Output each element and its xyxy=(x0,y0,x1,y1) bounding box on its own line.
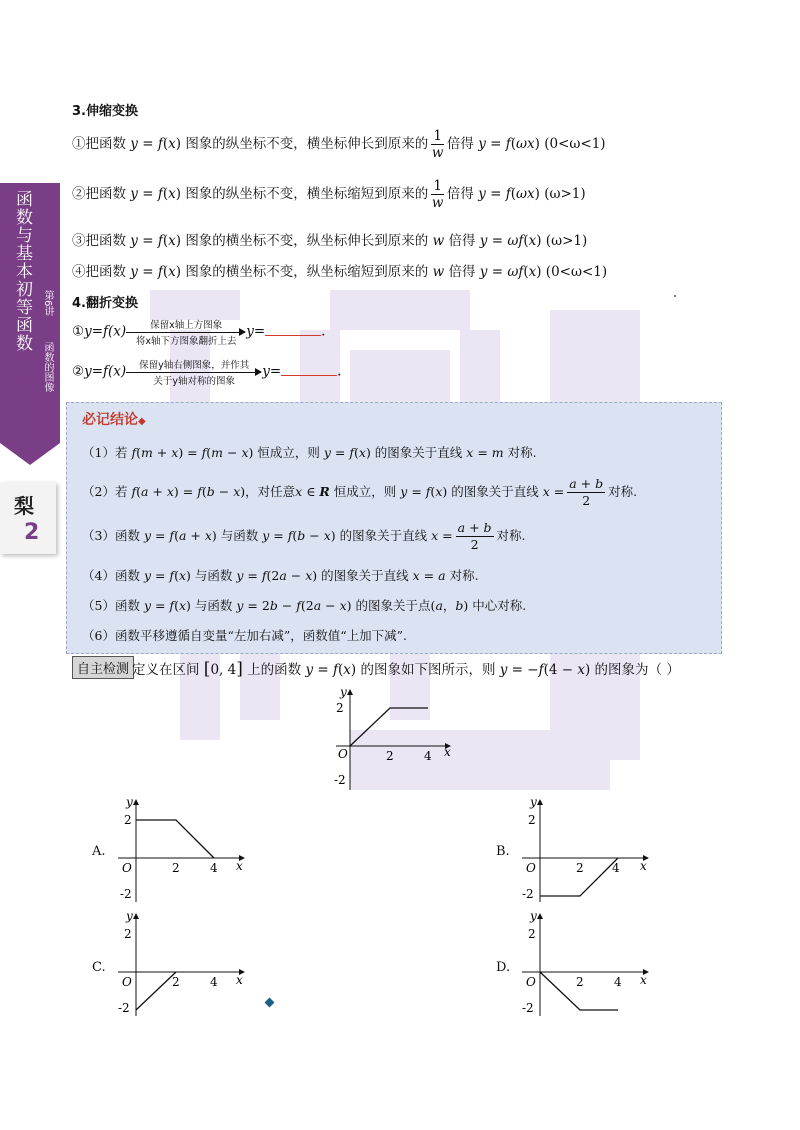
scale-item-2: ②把函数 y = f(x) 图象的纵坐标不变，横坐标缩短到原来的 $\frac{1}{w}$ 倍得 y = f(ωx) (ω>1) xyxy=(72,178,586,211)
stray-dot xyxy=(674,295,676,297)
svg-text:x: x xyxy=(236,973,243,987)
given-graph xyxy=(326,684,456,794)
svg-text:2: 2 xyxy=(124,813,132,827)
svg-text:-2: -2 xyxy=(120,887,132,901)
section3-heading: 3.伸缩变换 xyxy=(72,104,138,119)
svg-text:-2: -2 xyxy=(522,1001,534,1015)
option-d-graph[interactable] xyxy=(516,908,656,1018)
conclusion-title: 必记结论◆ xyxy=(82,412,146,428)
svg-text:4: 4 xyxy=(614,975,622,989)
svg-text:2: 2 xyxy=(124,927,132,941)
svg-text:x: x xyxy=(236,859,243,873)
svg-text:2: 2 xyxy=(528,927,536,941)
svg-text:x: x xyxy=(640,859,647,873)
svg-text:y: y xyxy=(530,909,537,923)
svg-text:y: y xyxy=(126,909,133,923)
svg-text:O: O xyxy=(526,861,536,875)
fold-item-2: ②y=f(x) 保留y轴右侧图象，并作其 关于y轴对称的图象 y= . xyxy=(72,360,342,387)
chapter-logo: 梨 xyxy=(14,494,34,518)
svg-text:2: 2 xyxy=(576,975,584,989)
option-b-graph[interactable] xyxy=(516,794,656,904)
svg-text:y: y xyxy=(126,795,133,809)
conclusion-item-2: （2）若 f(a + x) = f(b − x)，对任意x ∈ R 恒成立，则 y = f(x) 的图象关于直线 x = $\frac{a + b}{2}$ 对称. xyxy=(82,476,638,508)
sidebar-lecture: 第6讲 xyxy=(42,290,53,317)
svg-text:2: 2 xyxy=(172,975,180,989)
svg-text:O: O xyxy=(338,747,348,761)
svg-text:2: 2 xyxy=(386,749,394,763)
option-a-label[interactable]: A. xyxy=(92,844,106,859)
svg-text:y: y xyxy=(530,795,537,809)
chapter-number: 2 xyxy=(24,520,40,545)
option-a-graph[interactable] xyxy=(112,794,252,904)
option-c-label[interactable]: C. xyxy=(92,960,106,975)
svg-text:-2: -2 xyxy=(118,1001,130,1015)
svg-text:2: 2 xyxy=(172,861,180,875)
diamond-icon xyxy=(265,998,275,1008)
conclusion-item-3: （3）函数 y = f(a + x) 与函数 y = f(b − x) 的图象关于直线 x = $\frac{a + b}{2}$ 对称. xyxy=(82,520,526,552)
sidebar-topic: 函数的图像 xyxy=(42,342,53,392)
svg-text:4: 4 xyxy=(210,975,218,989)
scale-item-1: ①把函数 y = f(x) 图象的纵坐标不变，横坐标伸长到原来的 $\frac{1}{w}$ 倍得 y = f(ωx) (0<ω<1) xyxy=(72,128,606,161)
sidebar-title: 函数与基本初等函数 xyxy=(12,190,32,352)
scale-item-4: ④把函数 y = f(x) 图象的横坐标不变，纵坐标缩短到原来的 w 倍得 y = ωf(x) (0<ω<1) xyxy=(72,264,608,280)
question-text: 定义在区间 [0, 4] 上的函数 y = f(x) 的图象如下图所示，则 y = −f(4 − x) 的图象为（ ） xyxy=(132,659,680,679)
fold-arrow-2: 保留y轴右侧图象，并作其 关于y轴对称的图象 xyxy=(126,358,262,386)
conclusion-item-6: （6）函数平移遵循自变量“左加右减”，函数值“上加下减”. xyxy=(82,628,407,643)
option-c-graph[interactable] xyxy=(112,908,252,1018)
sidebar-arrow xyxy=(0,443,60,465)
svg-text:2: 2 xyxy=(336,701,344,715)
svg-text:x: x xyxy=(640,973,647,987)
svg-text:4: 4 xyxy=(612,861,620,875)
svg-text:-2: -2 xyxy=(334,773,346,787)
svg-text:y: y xyxy=(340,685,347,699)
svg-text:4: 4 xyxy=(210,861,218,875)
svg-text:2: 2 xyxy=(528,813,536,827)
section4-heading: 4.翻折变换 xyxy=(72,296,138,311)
self-check-label: 自主检测 xyxy=(72,656,134,679)
conclusion-item-1: （1）若 f(m + x) = f(m − x) 恒成立，则 y = f(x) 的图象关于直线 x = m 对称. xyxy=(82,445,537,460)
svg-text:4: 4 xyxy=(424,749,432,763)
svg-text:x: x xyxy=(444,745,451,759)
svg-text:O: O xyxy=(526,975,536,989)
svg-text:-2: -2 xyxy=(522,887,534,901)
answer-blank-2[interactable] xyxy=(281,363,337,376)
scale-item-3: ③把函数 y = f(x) 图象的横坐标不变，纵坐标伸长到原来的 w 倍得 y = ωf(x) (ω>1) xyxy=(72,233,588,249)
conclusion-item-5: （5）函数 y = f(x) 与函数 y = 2b − f(2a − x) 的图象关于点(a，b) 中心对称. xyxy=(82,598,527,613)
conclusion-item-4: （4）函数 y = f(x) 与函数 y = f(2a − x) 的图象关于直线 x = a 对称. xyxy=(82,568,479,583)
svg-text:O: O xyxy=(122,861,132,875)
answer-blank-1[interactable] xyxy=(265,323,321,336)
svg-text:O: O xyxy=(122,975,132,989)
option-b-label[interactable]: B. xyxy=(496,844,510,859)
svg-text:2: 2 xyxy=(576,861,584,875)
option-d-label[interactable]: D. xyxy=(496,960,511,975)
fold-arrow-1: 保留x轴上方图象 将x轴下方图象翻折上去 xyxy=(126,318,246,346)
fold-item-1: ①y=f(x) 保留x轴上方图象 将x轴下方图象翻折上去 y= . xyxy=(72,320,326,347)
